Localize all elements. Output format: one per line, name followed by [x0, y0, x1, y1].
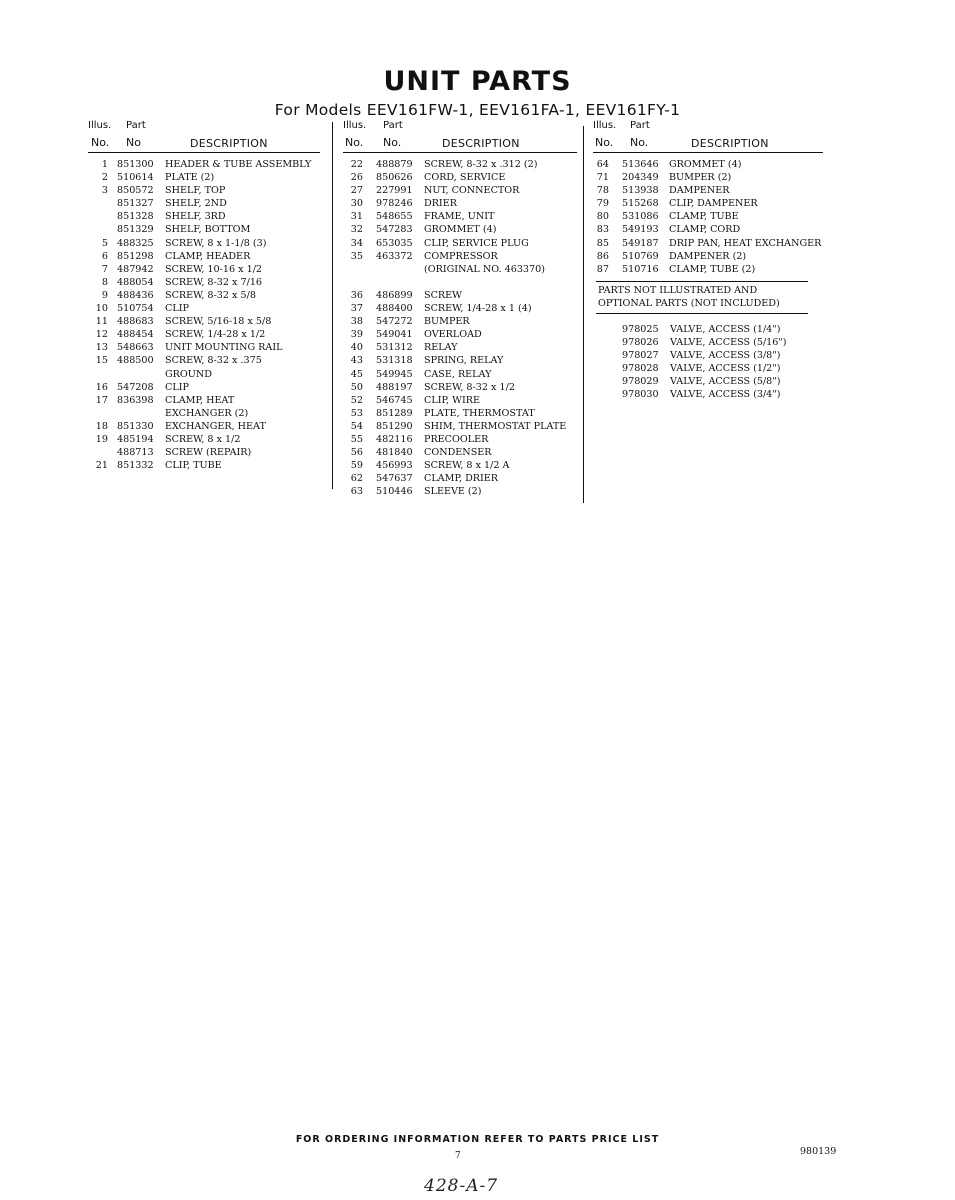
illus-number: 8 — [101, 276, 108, 288]
part-description: VALVE, ACCESS (3/8") — [670, 350, 781, 362]
part-number: 488400 — [376, 303, 413, 315]
part-number: 547283 — [376, 224, 413, 236]
part-number: 463372 — [376, 250, 413, 262]
part-description: DRIP PAN, HEAT EXCHANGER — [669, 237, 822, 249]
illus-number: 64 — [596, 159, 609, 170]
illus-number: 71 — [596, 172, 609, 184]
illus-number: 1 — [101, 159, 108, 170]
part-description: SCREW (REPAIR) — [165, 447, 252, 459]
part-description: CLIP, DAMPENER — [669, 198, 758, 210]
page-title: UNIT PARTS — [383, 66, 572, 97]
part-number: 481840 — [376, 447, 413, 459]
illus-number: 38 — [350, 316, 363, 328]
part-number: 547272 — [376, 316, 413, 328]
illus-number: 56 — [350, 447, 363, 459]
part-number: 978029 — [622, 376, 659, 388]
part-number: 548663 — [117, 342, 154, 354]
part-number: 513938 — [622, 185, 659, 197]
illus-header: Illus. — [593, 120, 617, 131]
part-number: 978030 — [622, 389, 659, 401]
part-number: 531318 — [376, 355, 413, 367]
part-description: COMPRESSOR — [424, 250, 498, 262]
part-number: 851332 — [117, 460, 154, 472]
part-number: 850626 — [376, 172, 413, 184]
illus-number: 26 — [350, 172, 363, 184]
part-description: DAMPENER (2) — [669, 250, 747, 262]
part-description: EXCHANGER, HEAT — [165, 420, 266, 432]
part-description: SHELF, TOP — [165, 185, 226, 197]
part-description: CLIP, TUBE — [165, 460, 222, 472]
part-number: 204349 — [622, 172, 659, 184]
part-number: 546745 — [376, 394, 413, 406]
illus-no-header: No. — [595, 136, 614, 149]
illus-number: 54 — [350, 420, 363, 432]
handwritten-note: 428-A-7 — [424, 1176, 499, 1196]
header-rule — [88, 152, 320, 153]
illus-number: 2 — [101, 172, 108, 184]
part-number: 488500 — [117, 355, 154, 367]
part-number: 488325 — [117, 237, 154, 249]
part-number: 851290 — [376, 420, 413, 432]
section-rule — [596, 281, 808, 282]
part-number: 851289 — [376, 407, 413, 419]
part-description: SCREW, 8-32 x 5/8 — [165, 289, 256, 301]
illus-number: 52 — [350, 394, 363, 406]
part-description: CLIP — [165, 303, 189, 315]
part-number: 549945 — [376, 368, 413, 380]
part-number: 978027 — [622, 350, 659, 362]
illus-number: 15 — [95, 355, 108, 367]
not-included-heading: PARTS NOT ILLUSTRATED AND — [598, 285, 758, 296]
illus-number: 13 — [95, 342, 108, 354]
part-description: SLEEVE (2) — [424, 486, 482, 498]
part-number: 486899 — [376, 289, 413, 301]
illus-no-header: No. — [345, 136, 364, 149]
illus-header: Illus. — [343, 120, 367, 131]
part-number: 851300 — [117, 159, 154, 170]
part-number: 510754 — [117, 303, 154, 315]
section-rule — [596, 313, 808, 314]
part-number: 488713 — [117, 447, 154, 459]
illus-number: 36 — [350, 289, 363, 301]
document-number: 980139 — [800, 1146, 837, 1157]
part-number: 531086 — [622, 211, 659, 223]
illus-number: 62 — [350, 473, 363, 485]
part-number: 851328 — [117, 211, 154, 223]
part-description: CASE, RELAY — [424, 368, 492, 380]
part-description: VALVE, ACCESS (5/16") — [670, 337, 787, 349]
illus-number: 31 — [350, 211, 363, 223]
part-description: CLAMP, HEAT — [165, 394, 235, 406]
illus-number: 85 — [596, 237, 609, 249]
illus-number: 17 — [95, 394, 108, 406]
part-description: RELAY — [424, 342, 458, 354]
part-no-header: No — [126, 136, 141, 149]
part-description: SCREW, 5/16-18 x 5/8 — [165, 316, 272, 328]
illus-number: 37 — [350, 303, 363, 315]
models-subtitle: For Models EEV161FW-1, EEV161FA-1, EEV161FY-1 — [274, 101, 681, 119]
illus-number: 27 — [350, 185, 363, 197]
part-number: 549187 — [622, 237, 659, 249]
header-rule — [593, 152, 823, 153]
illus-number: 43 — [350, 355, 363, 367]
illus-number: 11 — [95, 316, 108, 328]
illus-number: 10 — [95, 303, 108, 315]
part-number: 485194 — [117, 433, 154, 445]
illus-number: 79 — [596, 198, 609, 210]
part-number: 547637 — [376, 473, 413, 485]
part-description: SCREW, 8-32 x .375 — [165, 355, 262, 367]
part-description: NUT, CONNECTOR — [424, 185, 520, 197]
part-number: 488879 — [376, 159, 413, 170]
part-number: 487942 — [117, 263, 154, 275]
part-description: SHELF, BOTTOM — [165, 224, 251, 236]
part-number: 978246 — [376, 198, 413, 210]
part-number: 978028 — [622, 363, 659, 375]
part-header: Part — [630, 120, 650, 131]
part-description: PRECOOLER — [424, 433, 489, 445]
illus-no-header: No. — [91, 136, 110, 149]
part-description: SCREW, 10-16 x 1/2 — [165, 263, 263, 275]
not-included-heading: OPTIONAL PARTS (NOT INCLUDED) — [598, 298, 780, 309]
part-number: 488436 — [117, 289, 154, 301]
illus-number: 35 — [350, 250, 363, 262]
part-no-header: No. — [630, 136, 649, 149]
illus-number: 9 — [101, 289, 108, 301]
part-number: 851298 — [117, 250, 154, 262]
part-number: 456993 — [376, 460, 413, 472]
column-divider — [332, 122, 333, 489]
part-description: SCREW, 8-32 x .312 (2) — [424, 159, 538, 170]
part-number: 851330 — [117, 420, 154, 432]
part-number: 515268 — [622, 198, 659, 210]
illus-number: 21 — [95, 460, 108, 472]
part-description: GROMMET (4) — [424, 224, 497, 236]
illus-number: 59 — [350, 460, 363, 472]
part-description: OVERLOAD — [424, 329, 482, 341]
column-divider — [583, 126, 584, 503]
part-number: 227991 — [376, 185, 413, 197]
part-description: CONDENSER — [424, 447, 492, 459]
illus-number: 55 — [350, 433, 363, 445]
part-number: 510614 — [117, 172, 154, 184]
illus-number: 6 — [101, 250, 108, 262]
part-number: 850572 — [117, 185, 154, 197]
part-header: Part — [383, 120, 403, 131]
part-description: CLIP, SERVICE PLUG — [424, 237, 529, 249]
part-description: GROMMET (4) — [669, 159, 742, 170]
part-description: SHELF, 2ND — [165, 198, 227, 210]
part-description: CLAMP, TUBE (2) — [669, 263, 756, 275]
illus-number: 45 — [350, 368, 363, 380]
part-number: 531312 — [376, 342, 413, 354]
illus-number: 50 — [350, 381, 363, 393]
part-number: 488683 — [117, 316, 154, 328]
part-number: 510446 — [376, 486, 413, 498]
part-number: 513646 — [622, 159, 659, 170]
part-description: CLAMP, HEADER — [165, 250, 251, 262]
part-number: 978025 — [622, 324, 659, 335]
part-number: 836398 — [117, 394, 154, 406]
illus-number: 7 — [101, 263, 108, 275]
illus-number: 80 — [596, 211, 609, 223]
part-description: HEADER & TUBE ASSEMBLY — [165, 159, 312, 170]
part-number: 548655 — [376, 211, 413, 223]
part-description: SCREW, 1/4-28 x 1/2 — [165, 329, 266, 341]
part-number: 547208 — [117, 381, 154, 393]
description-header: DESCRIPTION — [442, 137, 520, 150]
part-description: GROUND — [165, 368, 212, 380]
part-number: 488454 — [117, 329, 154, 341]
part-number: 978026 — [622, 337, 659, 349]
part-description: CLAMP, TUBE — [669, 211, 739, 223]
part-description: VALVE, ACCESS (1/2") — [670, 363, 781, 375]
part-description: EXCHANGER (2) — [165, 407, 249, 419]
illus-number: 40 — [350, 342, 363, 354]
part-no-header: No. — [383, 136, 402, 149]
illus-number: 78 — [596, 185, 609, 197]
part-description: SCREW, 8-32 x 1/2 — [424, 381, 515, 393]
illus-number: 3 — [101, 185, 108, 197]
part-description: SCREW, 8 x 1/2 — [165, 433, 241, 445]
illus-number: 87 — [596, 263, 609, 275]
description-header: DESCRIPTION — [190, 137, 268, 150]
part-description: DAMPENER — [669, 185, 730, 197]
illus-number: 18 — [95, 420, 108, 432]
part-number: 549041 — [376, 329, 413, 341]
illus-number: 5 — [101, 237, 108, 249]
part-number: 851329 — [117, 224, 154, 236]
part-description: CLAMP, DRIER — [424, 473, 499, 485]
part-description: SCREW, 1/4-28 x 1 (4) — [424, 303, 532, 315]
part-description: CORD, SERVICE — [424, 172, 506, 184]
part-header: Part — [126, 120, 146, 131]
part-description: CLIP, WIRE — [424, 394, 480, 406]
part-description: FRAME, UNIT — [424, 211, 495, 223]
part-description: SCREW, 8 x 1/2 A — [424, 460, 510, 472]
illus-header: Illus. — [88, 120, 112, 131]
part-description: PLATE (2) — [165, 172, 215, 184]
part-description: VALVE, ACCESS (3/4") — [670, 389, 781, 401]
part-description: SCREW — [424, 289, 463, 301]
part-number: 851327 — [117, 198, 154, 210]
part-description: BUMPER — [424, 316, 470, 328]
illus-number: 63 — [350, 486, 363, 498]
part-number: 488197 — [376, 381, 413, 393]
part-description: SHELF, 3RD — [165, 211, 226, 223]
illus-number: 39 — [350, 329, 363, 341]
part-description: VALVE, ACCESS (5/8") — [670, 376, 781, 388]
illus-number: 34 — [350, 237, 363, 249]
header-rule — [343, 152, 577, 153]
illus-number: 32 — [350, 224, 363, 236]
page-number: 7 — [455, 1151, 461, 1161]
part-number: 510716 — [622, 263, 659, 275]
part-number: 488054 — [117, 276, 154, 288]
part-description: SCREW, 8-32 x 7/16 — [165, 276, 263, 288]
part-number: 482116 — [376, 433, 413, 445]
illus-number: 30 — [350, 198, 363, 210]
part-number: 653035 — [376, 237, 413, 249]
part-description: SHIM, THERMOSTAT PLATE — [424, 420, 567, 432]
part-description: CLAMP, CORD — [669, 224, 741, 236]
illus-number: 86 — [596, 250, 609, 262]
illus-number: 19 — [95, 433, 108, 445]
part-description: DRIER — [424, 198, 457, 210]
part-description: VALVE, ACCESS (1/4") — [670, 324, 781, 335]
part-description: CLIP — [165, 381, 189, 393]
part-description: (ORIGINAL NO. 463370) — [424, 263, 545, 275]
part-number: 510769 — [622, 250, 659, 262]
not-included-section — [598, 284, 780, 310]
description-header: DESCRIPTION — [691, 137, 769, 150]
part-description: SCREW, 8 x 1-1/8 (3) — [165, 237, 267, 249]
part-description: BUMPER (2) — [669, 172, 732, 184]
part-number: 549193 — [622, 224, 659, 236]
part-description: PLATE, THERMOSTAT — [424, 407, 535, 419]
ordering-footer: FOR ORDERING INFORMATION REFER TO PARTS PRICE LIST — [295, 1134, 660, 1145]
illus-number: 53 — [350, 407, 363, 419]
illus-number: 22 — [350, 159, 363, 170]
illus-number: 83 — [596, 224, 609, 236]
illus-number: 16 — [95, 381, 108, 393]
part-description: UNIT MOUNTING RAIL — [165, 342, 283, 354]
part-description: SPRING, RELAY — [424, 355, 504, 367]
illus-number: 12 — [95, 329, 108, 341]
